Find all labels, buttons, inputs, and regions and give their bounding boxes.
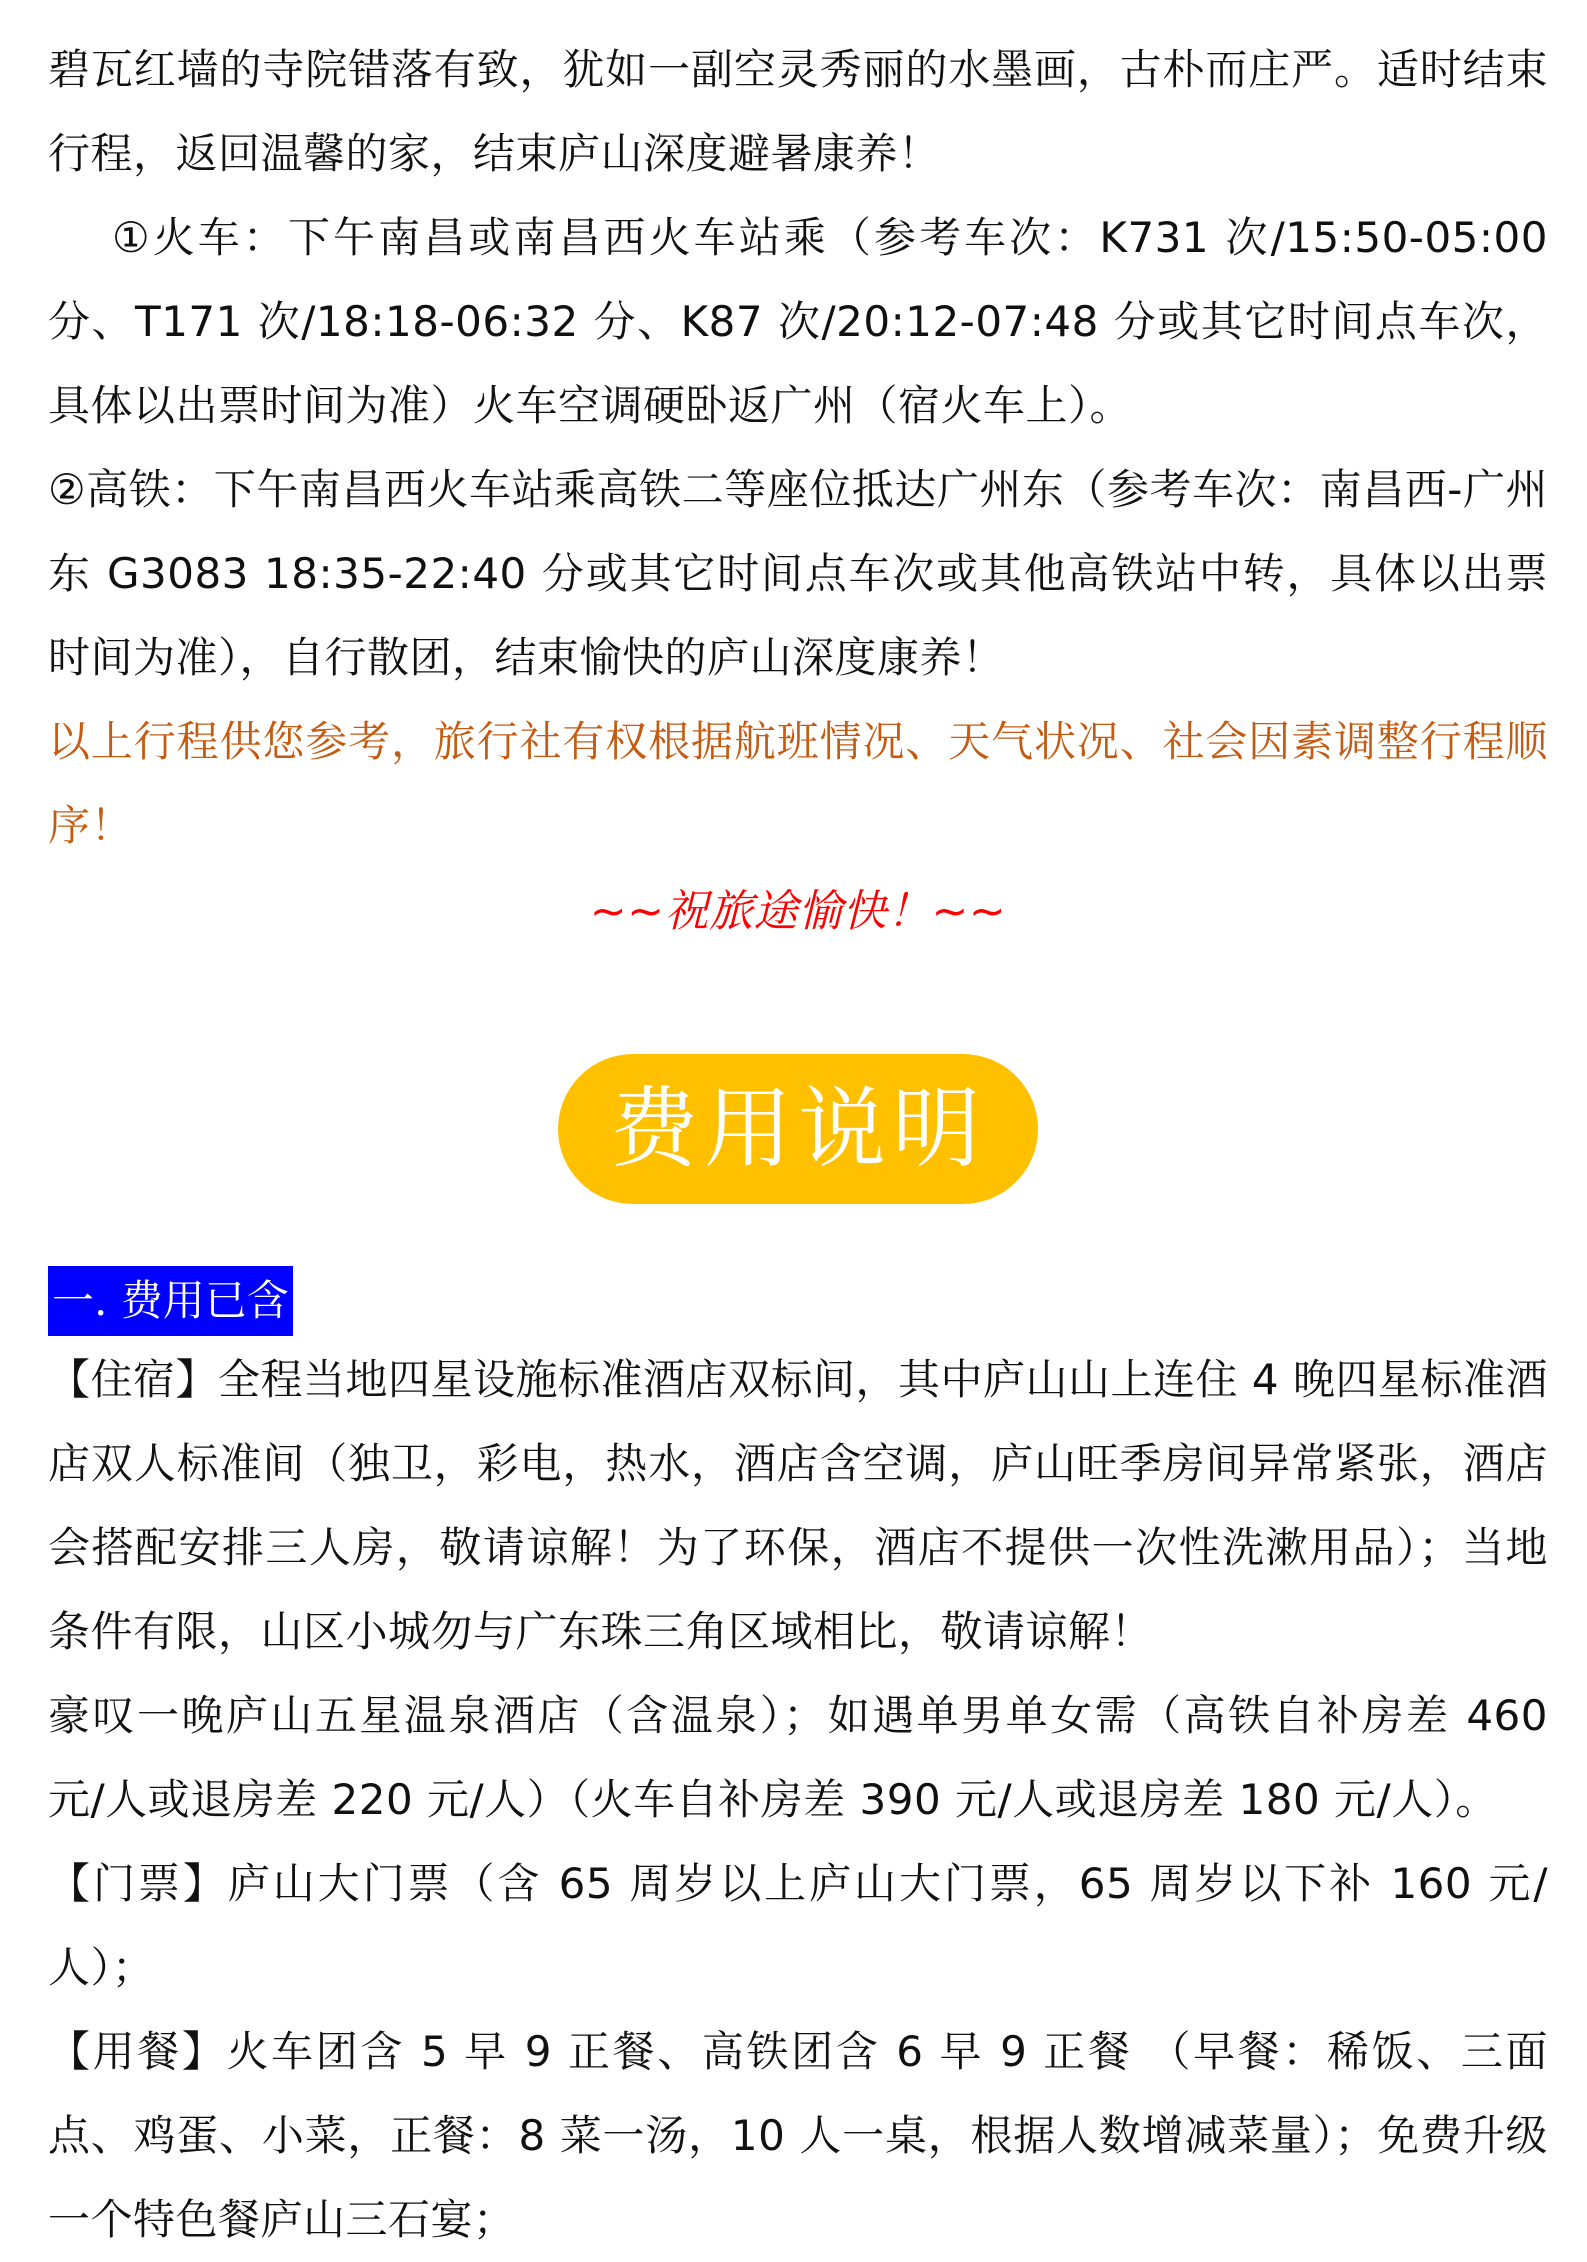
itinerary-paragraph-end: 碧瓦红墙的寺院错落有致，犹如一副空灵秀丽的水墨画，古朴而庄严。适时结束行程，返回温馨的家，结束庐山深度避暑康养！ — [48, 45, 1548, 178]
train-return-option: ①火车：下午南昌或南昌西火车站乘（参考车次：K731 次/15:50-05:00 分、T171 次/18:18-06:32 分、K87 次/20:12-07:48 分或其它时间点车次，具体以出票时间为准）火车空调硬卧返广州（宿火车上）。 — [48, 213, 1548, 430]
meals-paragraph: 【用餐】火车团含 5 早 9 正餐、高铁团含 6 早 9 正餐 （早餐：稀饭、三面点、鸡蛋、小菜，正餐：8 菜一汤，10 人一桌，根据人数增减菜量）；免费升级一个特色餐庐山三石宴； — [48, 2027, 1548, 2244]
itinerary-notice: 以上行程供您参考，旅行社有权根据航班情况、天气状况、社会因素调整行程顺序！ — [48, 717, 1548, 850]
tickets-paragraph: 【门票】庐山大门票（含 65 周岁以上庐山大门票，65 周岁以下补 160 元/人）； — [48, 1859, 1548, 1992]
included-heading: 一. 费用已含 — [48, 1266, 293, 1336]
luxury-hotel-paragraph: 豪叹一晚庐山五星温泉酒店（含温泉）；如遇单男单女需（高铁自补房差 460 元/人或退房差 220 元/人）（火车自补房差 390 元/人或退房差 180 元/人）。 — [48, 1691, 1548, 1824]
fees-title: 费用说明 — [558, 1054, 1038, 1204]
farewell-wish: ~~祝旅途愉快！~~ — [589, 886, 1007, 937]
accommodation-paragraph: 【住宿】全程当地四星设施标准酒店双标间，其中庐山山上连住 4 晚四星标准酒店双人标准间（独卫，彩电，热水，酒店含空调，庐山旺季房间异常紧张，酒店会搭配安排三人房，敬请谅解！为了环保，酒店不提供一次性洗漱用品）；当地条件有限，山区小城勿与广东珠三角区域相比，敬请谅解！ — [48, 1355, 1548, 1656]
document-page — [48, 28, 1548, 2262]
fees-title-wrap — [48, 1054, 1548, 1204]
highspeed-return-option: ②高铁：下午南昌西火车站乘高铁二等座位抵达广州东（参考车次：南昌西-广州东 G3083 18:35-22:40 分或其它时间点车次或其他高铁站中转，具体以出票时间为准），自行散团，结束愉快的庐山深度康养！ — [48, 465, 1548, 682]
